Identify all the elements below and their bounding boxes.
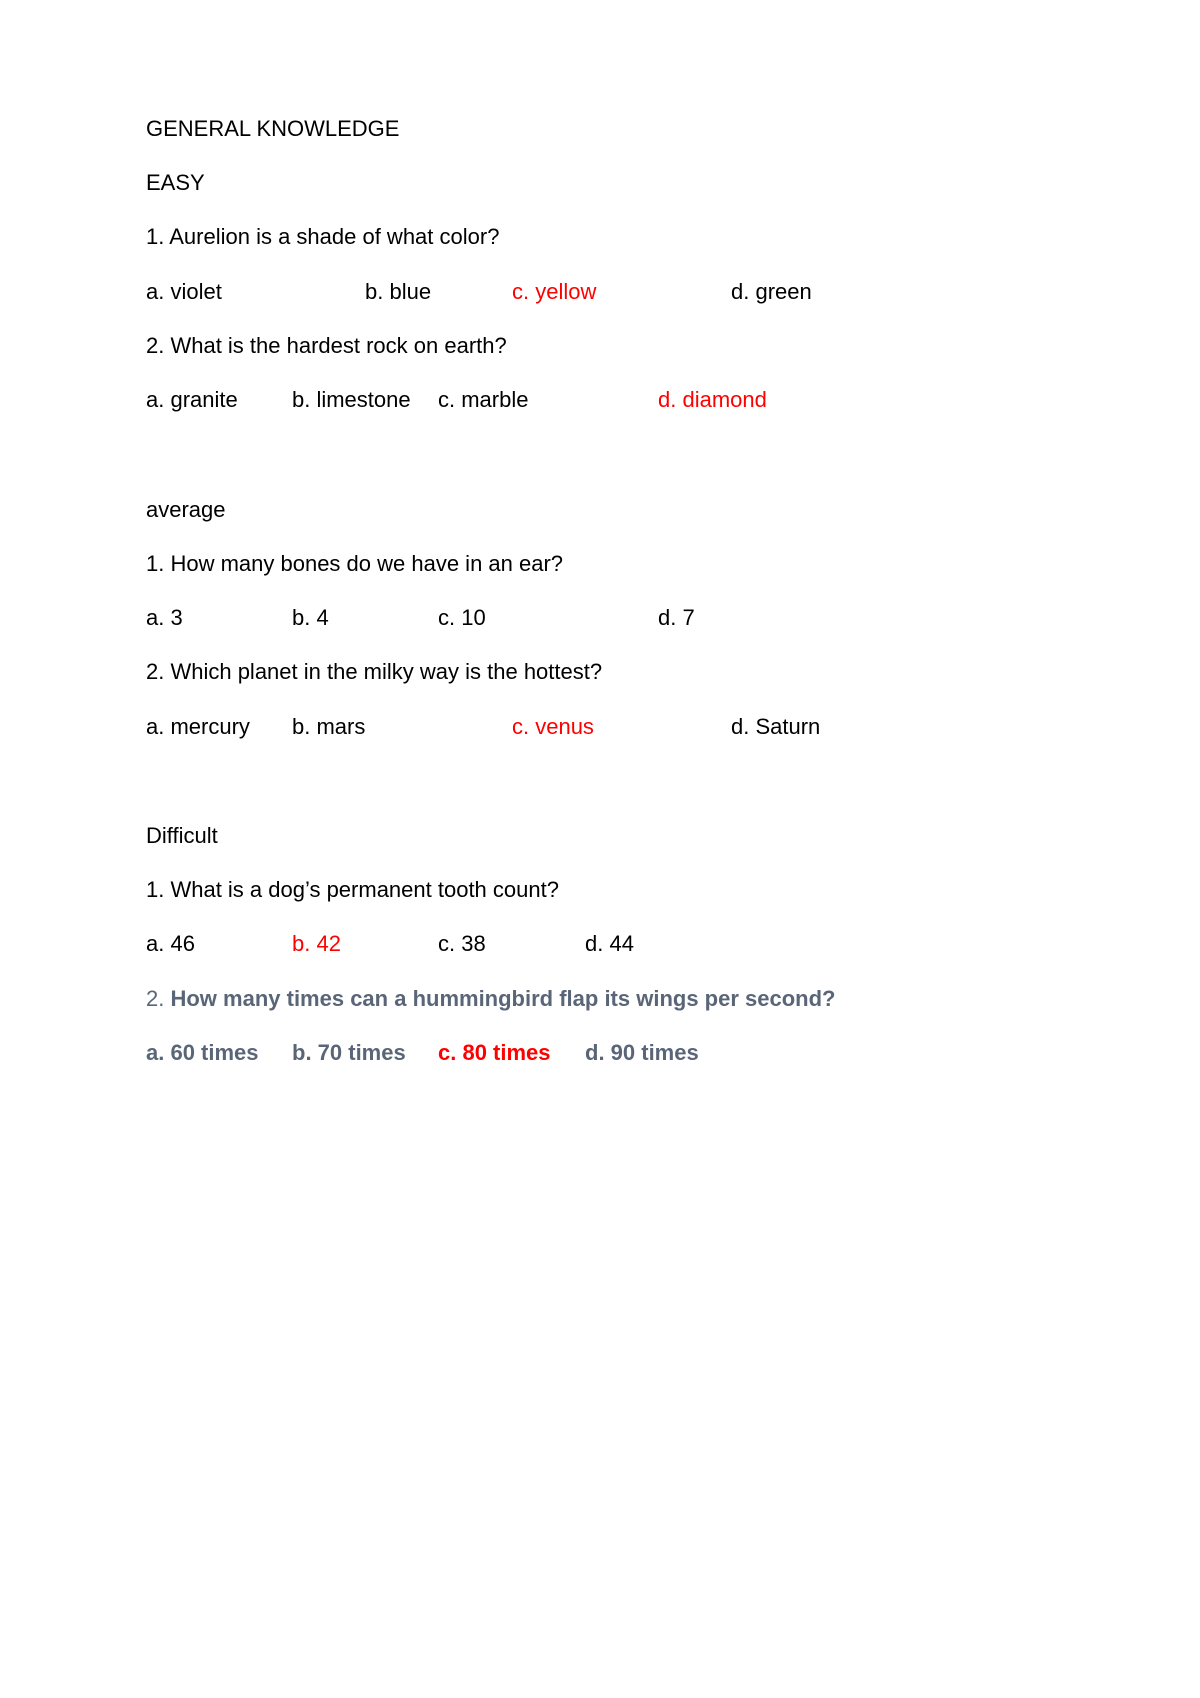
difficult-q2-text: How many times can a hummingbird flap its wings per second?	[170, 986, 836, 1011]
difficult-q1-option-d: d. 44	[585, 931, 634, 956]
difficult-q2-option-c-correct: c. 80 times	[438, 1040, 551, 1065]
difficult-q2-option-d: d. 90 times	[585, 1040, 699, 1065]
easy-q1-option-d: d. green	[731, 279, 812, 304]
average-q1-option-a: a. 3	[146, 605, 183, 630]
section-heading-average: average	[146, 497, 226, 522]
easy-q2-option-c: c. marble	[438, 387, 529, 412]
average-q1-option-d: d. 7	[658, 605, 695, 630]
difficult-question-2	[146, 985, 836, 1013]
document-title: GENERAL KNOWLEDGE	[146, 116, 400, 141]
easy-q2-option-b: b. limestone	[292, 387, 411, 412]
difficult-question-1: 1. What is a dog’s permanent tooth count?	[146, 877, 559, 902]
easy-question-1: 1. Aurelion is a shade of what color?	[146, 224, 500, 249]
easy-q1-option-a: a. violet	[146, 279, 222, 304]
easy-question-2: 2. What is the hardest rock on earth?	[146, 333, 507, 358]
average-q2-option-a: a. mercury	[146, 714, 250, 739]
difficult-q1-option-c: c. 38	[438, 931, 486, 956]
difficult-q1-option-a: a. 46	[146, 931, 195, 956]
average-q1-option-c: c. 10	[438, 605, 486, 630]
average-q2-option-d: d. Saturn	[731, 714, 821, 739]
easy-q2-option-a: a. granite	[146, 387, 238, 412]
easy-q1-option-c-correct: c. yellow	[512, 279, 597, 304]
difficult-q2-option-a: a. 60 times	[146, 1040, 259, 1065]
difficult-q2-option-b: b. 70 times	[292, 1040, 406, 1065]
average-question-2: 2. Which planet in the milky way is the hottest?	[146, 659, 603, 684]
section-heading-difficult: Difficult	[146, 823, 218, 848]
section-heading-easy: EASY	[146, 170, 205, 195]
average-question-1: 1. How many bones do we have in an ear?	[146, 551, 564, 576]
average-q2-option-c-correct: c. venus	[512, 714, 594, 739]
difficult-q1-option-b-correct: b. 42	[292, 931, 341, 956]
easy-q1-option-b: b. blue	[365, 279, 432, 304]
average-q2-option-b: b. mars	[292, 714, 366, 739]
difficult-q2-number: 2.	[146, 986, 165, 1011]
average-q1-option-b: b. 4	[292, 605, 329, 630]
easy-q2-option-d-correct: d. diamond	[658, 387, 767, 412]
